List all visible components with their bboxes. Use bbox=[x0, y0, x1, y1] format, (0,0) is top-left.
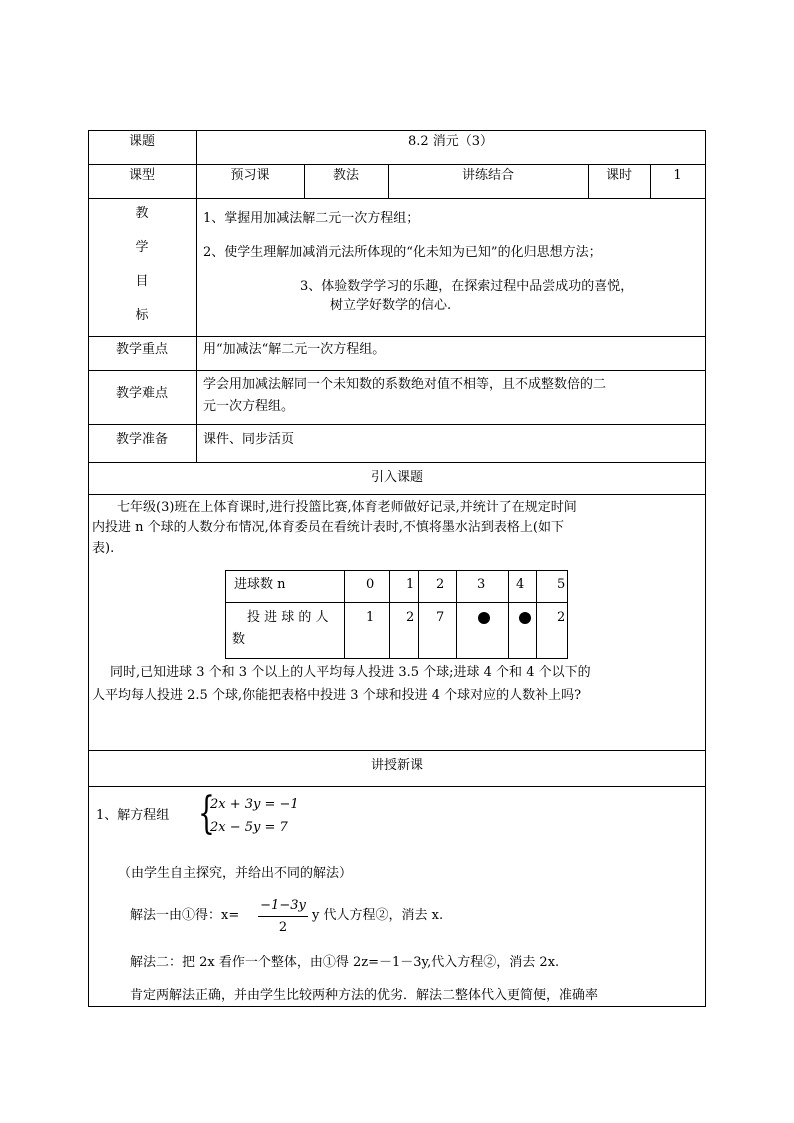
brace-icon: { bbox=[198, 788, 215, 839]
ink-blot-icon bbox=[519, 612, 531, 624]
method-1-suffix: y 代人方程②，消去 x. bbox=[312, 908, 444, 923]
note-text: （由学生自主探究，并给出不同的解法） bbox=[118, 866, 353, 881]
table-cell: 2 bbox=[436, 577, 445, 592]
goal-item: 2、使学生理解加减消元法所体现的“化未知为已知”的化归思想方法； bbox=[203, 245, 602, 260]
ink-blot-icon bbox=[478, 612, 490, 624]
intro-paragraph: 人平均每人投进 2.5 个球,你能把表格中投进 3 个球和投进 4 个球对应的人数补上吗? bbox=[92, 688, 582, 703]
goal-item: 1、掌握用加减法解二元一次方程组； bbox=[203, 211, 420, 226]
table-cell: 1 bbox=[366, 610, 375, 625]
table-cell: 2 bbox=[557, 610, 566, 625]
preparation-text: 课件、同步活页 bbox=[203, 432, 295, 447]
table-cell: 3 bbox=[477, 577, 486, 592]
table-border bbox=[88, 750, 706, 751]
fraction-numerator: −1−3y bbox=[260, 898, 306, 913]
table-cell: 2 bbox=[406, 610, 415, 625]
fraction-denominator: 2 bbox=[278, 920, 288, 935]
table-cell: 4 bbox=[516, 577, 525, 592]
table-cell: 0 bbox=[366, 577, 375, 592]
type-label: 课型 bbox=[128, 168, 155, 183]
problem-label: 1、解方程组 bbox=[96, 808, 170, 823]
intro-title: 引入课题 bbox=[370, 470, 423, 485]
table-cell: 5 bbox=[557, 577, 566, 592]
conclusion-text: 肯定两解法正确，并由学生比较两种方法的优劣．解法二整体代入更简便，准确率 bbox=[130, 988, 599, 1003]
table-border bbox=[88, 370, 706, 371]
table-border bbox=[88, 164, 706, 165]
table-row-label: 进球数 n bbox=[234, 577, 286, 592]
type-value: 预习课 bbox=[230, 168, 270, 183]
table-border bbox=[88, 1006, 706, 1007]
goals-label-char: 标 bbox=[135, 308, 149, 323]
method-value: 讲练结合 bbox=[461, 168, 514, 183]
table-border bbox=[88, 494, 706, 495]
intro-paragraph: 内投进 n 个球的人数分布情况,体育委员在看统计表时,不慎将墨水沾到表格上(如下 bbox=[92, 520, 564, 535]
table-border bbox=[88, 198, 706, 199]
new-lesson-title: 讲授新课 bbox=[370, 758, 423, 773]
key-point-label: 教学重点 bbox=[115, 342, 168, 357]
table-cell: 1 bbox=[406, 577, 415, 592]
difficulty-text: 学会用加减法解同一个未知数的系数绝对值不相等，且不成整数倍的二 bbox=[203, 377, 607, 392]
table-border bbox=[88, 462, 706, 463]
table-border bbox=[88, 786, 706, 787]
equation-2: 2x − 5y = 7 bbox=[210, 820, 288, 835]
table-border bbox=[88, 130, 706, 131]
equation-1: 2x + 3y = −1 bbox=[210, 797, 299, 812]
intro-paragraph: 表). bbox=[92, 541, 115, 556]
table-row-label: 数 bbox=[232, 632, 246, 647]
goals-label-char: 教 bbox=[135, 206, 149, 221]
intro-paragraph: 同时,已知进球 3 个和 3 个以上的人平均每人投进 3.5 个球;进球 4 个和 4 个以下的 bbox=[110, 665, 591, 680]
topic-label: 课题 bbox=[128, 134, 155, 149]
hours-value: 1 bbox=[673, 168, 682, 183]
table-border bbox=[88, 130, 89, 1007]
preparation-label: 教学准备 bbox=[115, 432, 168, 447]
method-2-text: 解法二：把 2x 看作一个整体，由①得 2z=－1－3y,代入方程②，消去 2x. bbox=[130, 955, 560, 970]
difficulty-label: 教学难点 bbox=[115, 386, 168, 401]
goals-label-char: 学 bbox=[135, 240, 149, 255]
table-row-label: 投 进 球 的 人 bbox=[247, 610, 329, 625]
goal-item: 树立学好数学的信心. bbox=[330, 298, 452, 313]
intro-paragraph: 七年级(3)班在上体育课时,进行投篮比赛,体育老师做好记录,并统计了在规定时间 bbox=[117, 500, 577, 515]
table-border bbox=[705, 130, 706, 1007]
table-border bbox=[88, 424, 706, 425]
key-point-text: 用“加减法“解二元一次方程组。 bbox=[203, 342, 386, 357]
table-border bbox=[304, 164, 305, 199]
fraction-bar bbox=[258, 916, 308, 917]
goals-label-char: 目 bbox=[135, 274, 149, 289]
table-border bbox=[88, 336, 706, 337]
method-1-prefix: 解法一由①得：x= bbox=[130, 908, 240, 923]
goal-item: 3、体验数学学习的乐趣，在探索过程中品尝成功的喜悦， bbox=[300, 279, 634, 294]
table-cell: 7 bbox=[436, 610, 445, 625]
difficulty-text: 元一次方程组。 bbox=[203, 399, 295, 414]
hours-label: 课时 bbox=[605, 168, 632, 183]
topic-value: 8.2 消元（3） bbox=[407, 134, 494, 149]
method-label: 教法 bbox=[333, 168, 360, 183]
